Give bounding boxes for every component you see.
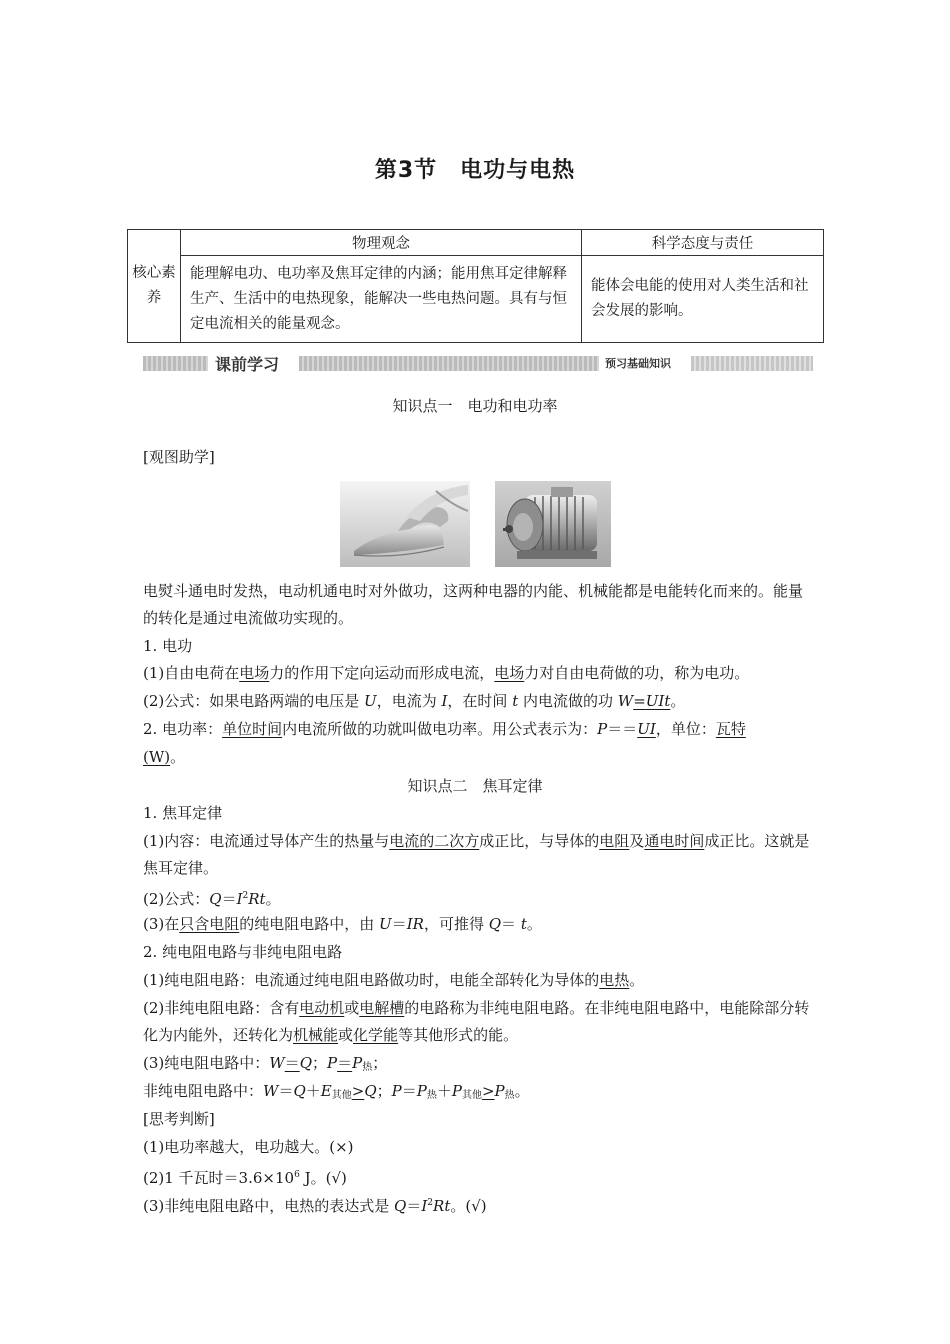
subscript: 热 <box>362 1062 373 1073</box>
pure-resistive <box>143 970 644 990</box>
subscript: 其他 <box>461 1090 482 1101</box>
text: ，可推得 <box>423 915 489 933</box>
blank-answer: 电场 <box>239 664 270 682</box>
blank-answer: ＝ <box>284 1054 300 1072</box>
text: ； <box>372 1054 388 1072</box>
joule-formula <box>143 886 281 909</box>
var: t <box>512 692 519 710</box>
col-physics-concept: 物理观念 <box>181 230 582 256</box>
s1-title: 1. 电功 <box>143 637 193 655</box>
blank-answer: = <box>633 692 646 710</box>
superscript: 2 <box>242 891 249 901</box>
text: 。 <box>526 915 542 933</box>
text: (1)纯电阻电路：电流通过纯电阻电路做功时，电能全部转化为导体的 <box>143 971 600 989</box>
blank-answer: > <box>351 1082 365 1100</box>
blank-answer: 电阻 <box>599 832 630 850</box>
var: Q <box>293 1082 306 1100</box>
pure-relations <box>143 1053 387 1078</box>
var: Q <box>209 890 222 908</box>
text: ＝ <box>501 915 521 933</box>
text: 。 <box>265 890 281 908</box>
superscript: 2 <box>427 1198 434 1208</box>
col-science-attitude: 科学态度与责任 <box>582 230 824 256</box>
text: ＝ <box>391 915 407 933</box>
text: 。 <box>670 692 686 710</box>
text: 成正比，与导体的 <box>479 832 600 850</box>
blank-answer: 电动机 <box>299 999 345 1017</box>
text: 内电流做的功 <box>518 692 618 710</box>
banner-bar-left <box>143 356 208 371</box>
intro-paragraph: 电熨斗通电时发热，电动机通电时对外做功，这两种电器的内能、机械能都是电能转化而来的。能量的转化是通过电流做功实现的。 <box>143 582 804 627</box>
banner-bar-right <box>299 356 599 371</box>
text: 非纯电阻电路中： <box>143 1082 264 1100</box>
var: IR <box>406 915 424 933</box>
text: 。(√) <box>450 1197 487 1215</box>
core-row-label: 核心素养 <box>128 230 181 343</box>
blank-answer: 电流的二次方 <box>389 832 480 850</box>
text: 力的作用下定向运动而形成电流， <box>269 664 495 682</box>
text: ＝ <box>221 890 237 908</box>
text: (1)自由电荷在 <box>143 664 240 682</box>
text: (3)非纯电阻电路中，电热的表达式是 <box>143 1197 395 1215</box>
judge-item-1: (1)电功率越大，电功越大。(×) <box>143 1138 354 1156</box>
text: (2)非纯电阻电路：含有 <box>143 999 300 1017</box>
blank-answer: 单位时间 <box>222 720 283 738</box>
text: ＝ <box>401 1082 417 1100</box>
banner-bar-tail <box>691 356 813 371</box>
electric-work-formula <box>143 691 685 711</box>
var: Q <box>364 1082 377 1100</box>
text: 力对自由电荷做的功，称为电功。 <box>524 664 750 682</box>
text: 或 <box>338 1026 354 1044</box>
blank-answer: 化学能 <box>353 1026 399 1044</box>
text: ＝ <box>278 1082 294 1100</box>
var: Q <box>394 1197 407 1215</box>
var: P <box>327 1054 338 1072</box>
physics-concept-text: 能理解电功、电功率及焦耳定律的内涵；能用焦耳定律解释生产、生活中的电热现象，能解决一些电热问题。具有与恒定电流相关的能量观念。 <box>181 256 582 343</box>
power-def <box>143 719 746 739</box>
var: P <box>451 1082 462 1100</box>
motor-image <box>495 481 611 567</box>
text: 。 <box>170 748 186 766</box>
text: (2)1 千瓦时＝3.6×10 <box>143 1169 295 1187</box>
var: W <box>617 692 634 710</box>
var: Rt <box>248 890 266 908</box>
text: ； <box>312 1054 328 1072</box>
blank-answer: 电解槽 <box>359 999 405 1017</box>
science-attitude-text: 能体会电能的使用对人类生活和社会发展的影响。 <box>582 256 824 343</box>
text: (3)纯电阻电路中： <box>143 1054 270 1072</box>
iron-image <box>340 481 470 567</box>
text: 或 <box>344 999 360 1017</box>
electric-work-def <box>143 663 749 683</box>
text: (3)在 <box>143 915 180 933</box>
text: 内电流所做的功就叫做电功率。用公式表示为： <box>282 720 598 738</box>
var: P <box>391 1082 402 1100</box>
kp1-heading: 知识点一 电功和电功率 <box>392 397 558 415</box>
joule-derivation <box>143 914 542 934</box>
non-pure-resistive <box>143 995 813 1049</box>
judge-heading: [思考判断] <box>143 1110 215 1128</box>
text: ＝＝ <box>607 720 638 738</box>
text: ，在时间 <box>447 692 513 710</box>
var: E <box>320 1082 332 1100</box>
joule-title: 1. 焦耳定律 <box>143 804 223 822</box>
circuits-title: 2. 纯电阻电路与非纯电阻电路 <box>143 943 343 961</box>
guide-label: [观图助学] <box>143 448 215 466</box>
var: P <box>597 720 608 738</box>
var: t <box>520 915 527 933</box>
blank-answer: ＝ <box>337 1054 353 1072</box>
page-title: 第3节 电功与电热 <box>374 158 576 183</box>
var: U <box>364 692 377 710</box>
superscript: 6 <box>294 1170 300 1180</box>
text: 成正比。这就是焦耳定律。 <box>143 832 810 877</box>
text: 及 <box>629 832 645 850</box>
var: I <box>441 692 448 710</box>
text: (2)公式：如果电路两端的电压是 <box>143 692 365 710</box>
subscript: 热 <box>504 1090 515 1101</box>
kp2-heading: 知识点二 焦耳定律 <box>407 777 543 795</box>
text: J。(√) <box>299 1169 347 1187</box>
text: ，单位： <box>655 720 716 738</box>
var: P <box>494 1082 505 1100</box>
text: ； <box>376 1082 392 1100</box>
judge-item-2 <box>143 1165 347 1188</box>
text: ，电流为 <box>376 692 442 710</box>
text: ＋ <box>305 1082 321 1100</box>
judge-item-3 <box>143 1193 487 1216</box>
text: 的电路称为非纯电阻电路。在非纯电阻电路中，电能除部分转化为内能外，还转化为 <box>143 999 810 1044</box>
blank-answer: UI <box>637 720 656 738</box>
blank-answer: (W) <box>143 748 171 766</box>
var: W <box>263 1082 279 1100</box>
power-unit <box>143 747 185 767</box>
blank-answer: 电场 <box>494 664 525 682</box>
var: Q <box>299 1054 312 1072</box>
subscript: 其他 <box>331 1090 352 1101</box>
blank-answer: 电热 <box>599 971 630 989</box>
blank-answer: UIt <box>645 692 671 710</box>
var: I <box>421 1197 428 1215</box>
non-pure-relations <box>143 1081 530 1106</box>
blank-answer: 机械能 <box>293 1026 339 1044</box>
var: Rt <box>433 1197 451 1215</box>
var: P <box>416 1082 427 1100</box>
text: 等其他形式的能。 <box>398 1026 519 1044</box>
text: 。 <box>514 1082 530 1100</box>
var: P <box>352 1054 363 1072</box>
var: W <box>269 1054 285 1072</box>
joule-content <box>143 828 813 882</box>
blank-answer: 通电时间 <box>644 832 705 850</box>
var: U <box>379 915 392 933</box>
banner-title: 课前学习 <box>215 355 280 374</box>
text: (2)公式： <box>143 890 210 908</box>
text: 的纯电阻电路中，由 <box>239 915 380 933</box>
banner-subtitle: 预习基础知识 <box>605 357 671 370</box>
blank-answer: > <box>481 1082 495 1100</box>
var: I <box>236 890 243 908</box>
text: ＝ <box>406 1197 422 1215</box>
text: (1)内容：电流通过导体产生的热量与 <box>143 832 390 850</box>
text: 。 <box>629 971 645 989</box>
blank-answer: 只含电阻 <box>179 915 240 933</box>
text: 2. 电功率： <box>143 720 223 738</box>
var: Q <box>488 915 502 933</box>
text: ＋ <box>436 1082 452 1100</box>
blank-answer: 瓦特 <box>715 720 746 738</box>
subscript: 热 <box>426 1090 437 1101</box>
core-literacy-table <box>127 229 824 343</box>
section-banner <box>143 352 813 376</box>
